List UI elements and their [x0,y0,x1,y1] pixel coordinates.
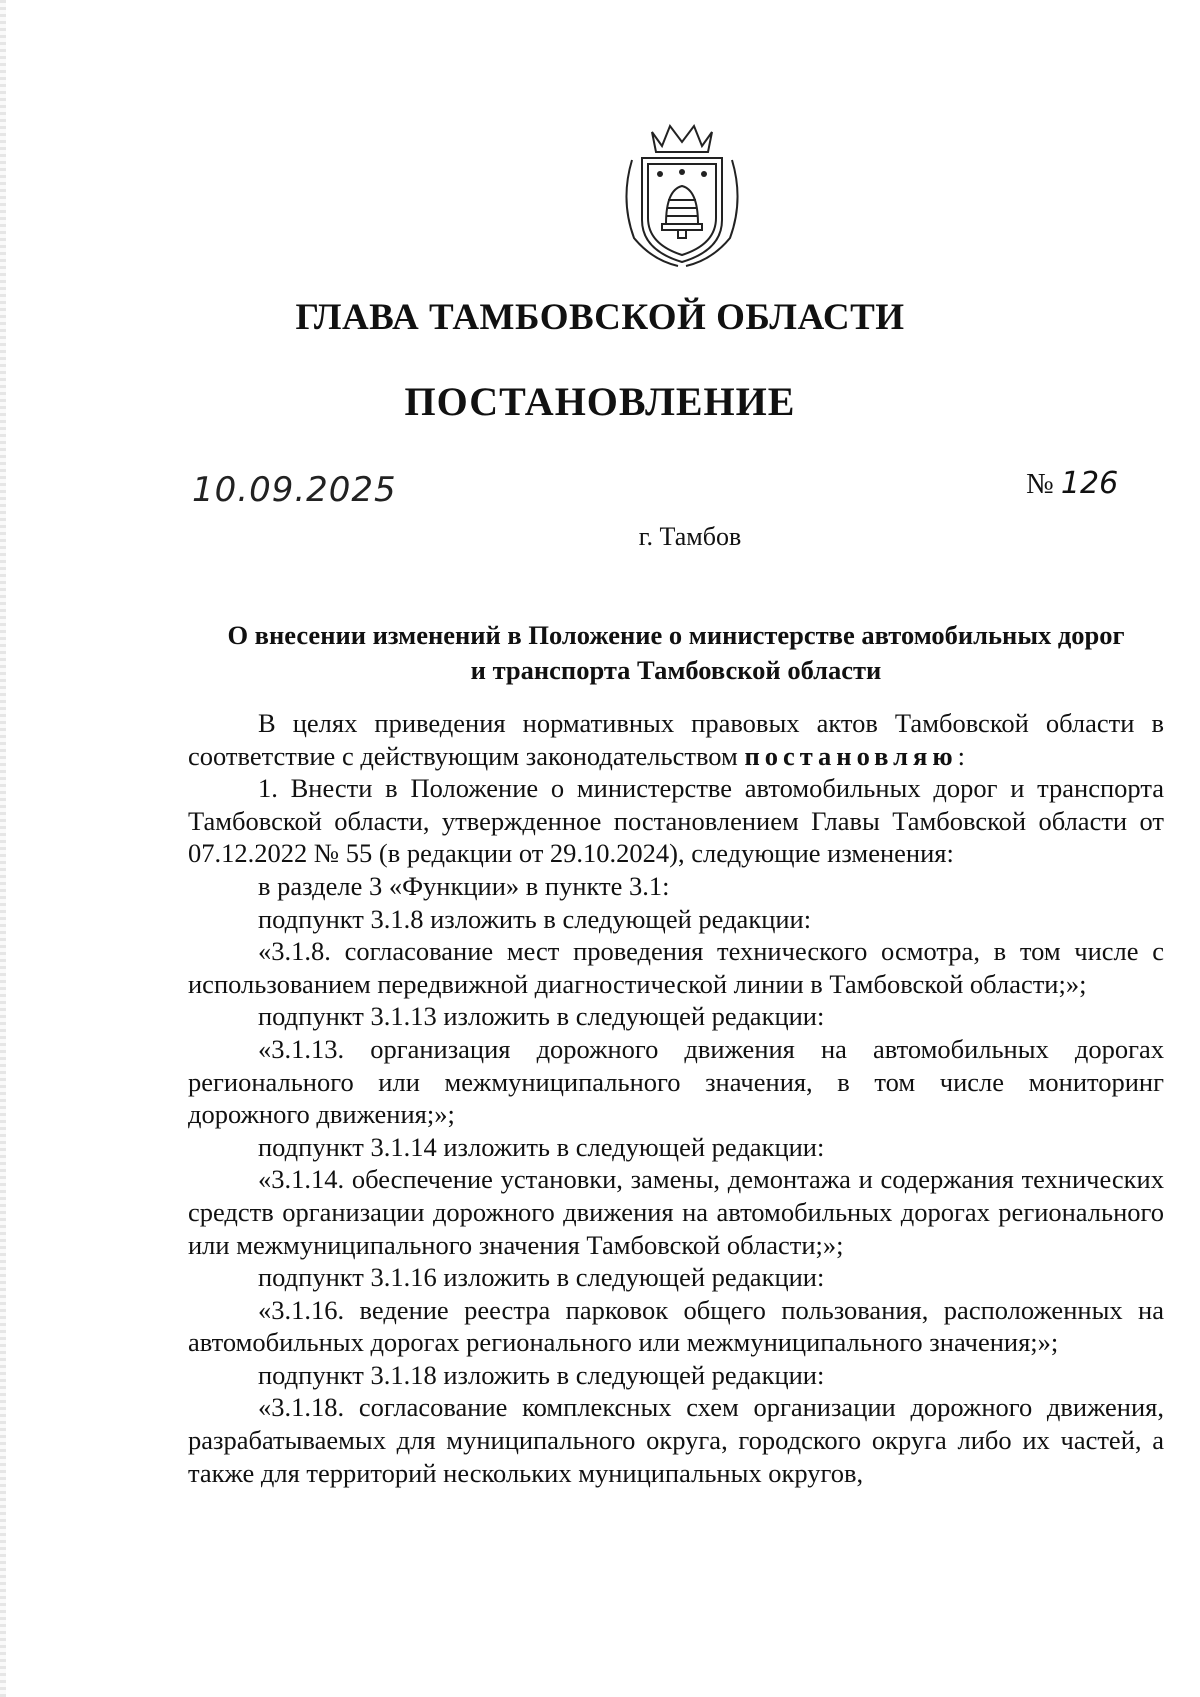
decree-keyword: постановляю [744,740,958,771]
subject-line-2: и транспорта Тамбовской области [470,655,882,685]
preamble-text: В целях приведения нормативных правовых актов Тамбовской области в соответствие с действующим законодательством [188,708,1164,771]
paragraph-subitem-3-1-14: подпункт 3.1.14 изложить в следующей редакции: [258,1131,825,1162]
paragraph-subitem-3-1-18: подпункт 3.1.18 изложить в следующей редакции: [258,1359,825,1390]
paragraph-text-3-1-13: «3.1.13. организация дорожного движения на автомобильных дорогах регионального или межмуниципального значения, в том числе мониторинг дорожного движения;»; [188,1033,1164,1130]
tambov-coat-of-arms-icon [612,120,752,270]
paragraph-subitem-3-1-16: подпункт 3.1.16 изложить в следующей редакции: [258,1262,825,1293]
paragraph-section-3: в разделе 3 «Функции» в пункте 3.1: [258,870,670,901]
document-number [1026,466,1118,501]
document-date: 10.09.2025 [192,470,397,510]
paragraph-preamble [188,707,1164,772]
number-sign: № [1026,468,1054,500]
preamble-colon: : [957,740,965,771]
city-label: г. Тамбов [638,522,742,551]
paragraph-1: 1. Внести в Положение о министерстве автомобильных дорог и транспорта Тамбовской области, утвержденное постановлением Главы Тамбовской области от 07.12.2022 № 55 (в редакции от 29.10.2024), следующие изменения: [188,773,1164,869]
document-type-title: ПОСТАНОВЛЕНИЕ [404,379,796,424]
paragraph-text-3-1-18: «3.1.18. согласование комплексных схем организации дорожного движения, разрабатываемых для муниципального округа, городского округа либо их частей, а также для территорий нескольких муниципальных округов, [188,1392,1164,1488]
paragraph-subitem-3-1-8: подпункт 3.1.8 изложить в следующей редакции: [258,903,812,934]
document-body [188,707,1164,1489]
paragraph-text-3-1-14: «3.1.14. обеспечение установки, замены, демонтажа и содержания технических средств организации дорожного движения на автомобильных дорогах регионального или межмуниципального значения Тамбовской области;»; [188,1164,1164,1260]
subject-line-1: О внесении изменений в Положение о министерстве автомобильных дорог [227,620,1125,650]
paragraph-text-3-1-16: «3.1.16. ведение реестра парковок общего пользования, расположенных на автомобильных дорогах регионального или межмуниципального значения;»; [188,1294,1164,1358]
paragraph-text-3-1-8: «3.1.8. согласование мест проведения технического осмотра, в том числе с использованием передвижной диагностической линии в Тамбовской области;»; [188,936,1164,999]
document-subject [188,618,1164,688]
authority-title: ГЛАВА ТАМБОВСКОЙ ОБЛАСТИ [295,297,905,338]
paragraph-subitem-3-1-13: подпункт 3.1.13 изложить в следующей редакции: [258,1001,825,1032]
scan-edge [0,0,6,1697]
number-value: 126 [1060,466,1119,501]
